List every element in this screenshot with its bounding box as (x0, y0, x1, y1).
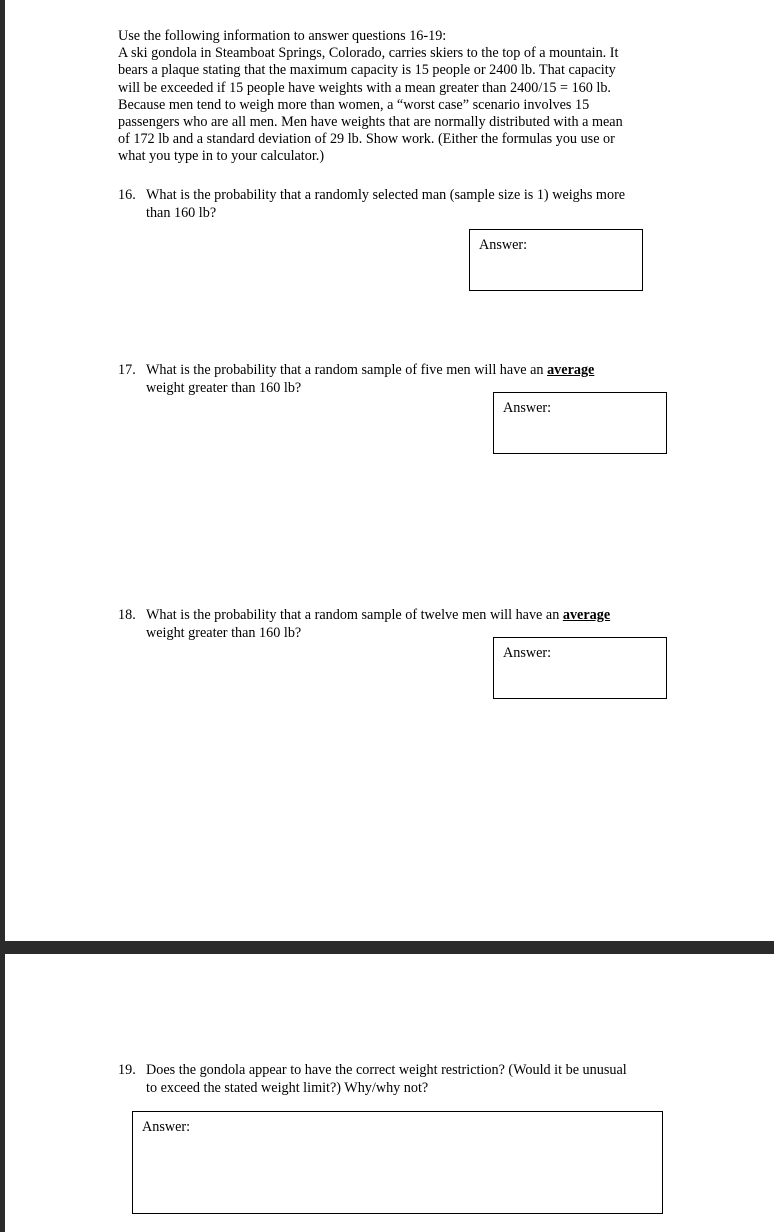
intro-line: what you type in to your calculator.) (118, 148, 325, 165)
intro-line: will be exceeded if 15 people have weights with a mean greater than 2400/15 = 160 lb. (118, 79, 611, 96)
answer-label: Answer: (142, 1119, 191, 1135)
question-text-line: weight greater than 160 lb? (146, 624, 302, 641)
question-text-line (146, 607, 610, 625)
intro-line: bears a plaque stating that the maximum capacity is 15 people or 2400 lb. That capacity (118, 62, 616, 79)
emphasis-average: average (562, 607, 611, 623)
question-text-line: than 160 lb? (146, 204, 217, 221)
page-1 (5, 0, 774, 941)
intro-text (118, 28, 678, 166)
answer-box-18[interactable] (493, 637, 667, 699)
question-text-line (146, 362, 594, 380)
question-text-line: Does the gondola appear to have the correct weight restriction? (Would it be unusual (146, 1062, 627, 1078)
intro-line: passengers who are all men. Men have weights that are normally distributed with a mean (118, 114, 623, 131)
question-number: 19. (118, 1062, 136, 1078)
answer-label: Answer: (503, 645, 552, 661)
question-16 (118, 187, 698, 223)
intro-line: Because men tend to weigh more than women, a “worst case” scenario involves 15 (118, 96, 590, 113)
question-number: 17. (118, 362, 136, 378)
page-2 (5, 954, 774, 1232)
intro-line: of 172 lb and a standard deviation of 29 lb. Show work. (Either the formulas you use or (118, 131, 615, 148)
intro-heading: Use the following information to answer questions 16-19: (118, 28, 447, 44)
question-text-line: weight greater than 160 lb? (146, 379, 302, 396)
answer-box-17[interactable] (493, 392, 667, 454)
answer-box-19[interactable] (132, 1111, 663, 1214)
question-text-line: to exceed the stated weight limit?) Why/why not? (146, 1079, 429, 1096)
question-number: 16. (118, 187, 136, 203)
question-text: What is the probability that a random sample of twelve men will have an (146, 607, 563, 623)
answer-label: Answer: (503, 400, 552, 416)
intro-line: A ski gondola in Steamboat Springs, Colorado, carries skiers to the top of a mountain. It (118, 45, 619, 62)
emphasis-average: average (547, 362, 595, 378)
question-text-line: What is the probability that a randomly selected man (sample size is 1) weighs more (146, 187, 626, 203)
answer-label: Answer: (479, 237, 528, 253)
question-text: What is the probability that a random sample of five men will have an (146, 362, 548, 378)
answer-box-16[interactable] (469, 229, 643, 291)
question-number: 18. (118, 607, 136, 623)
question-19 (118, 1062, 698, 1098)
